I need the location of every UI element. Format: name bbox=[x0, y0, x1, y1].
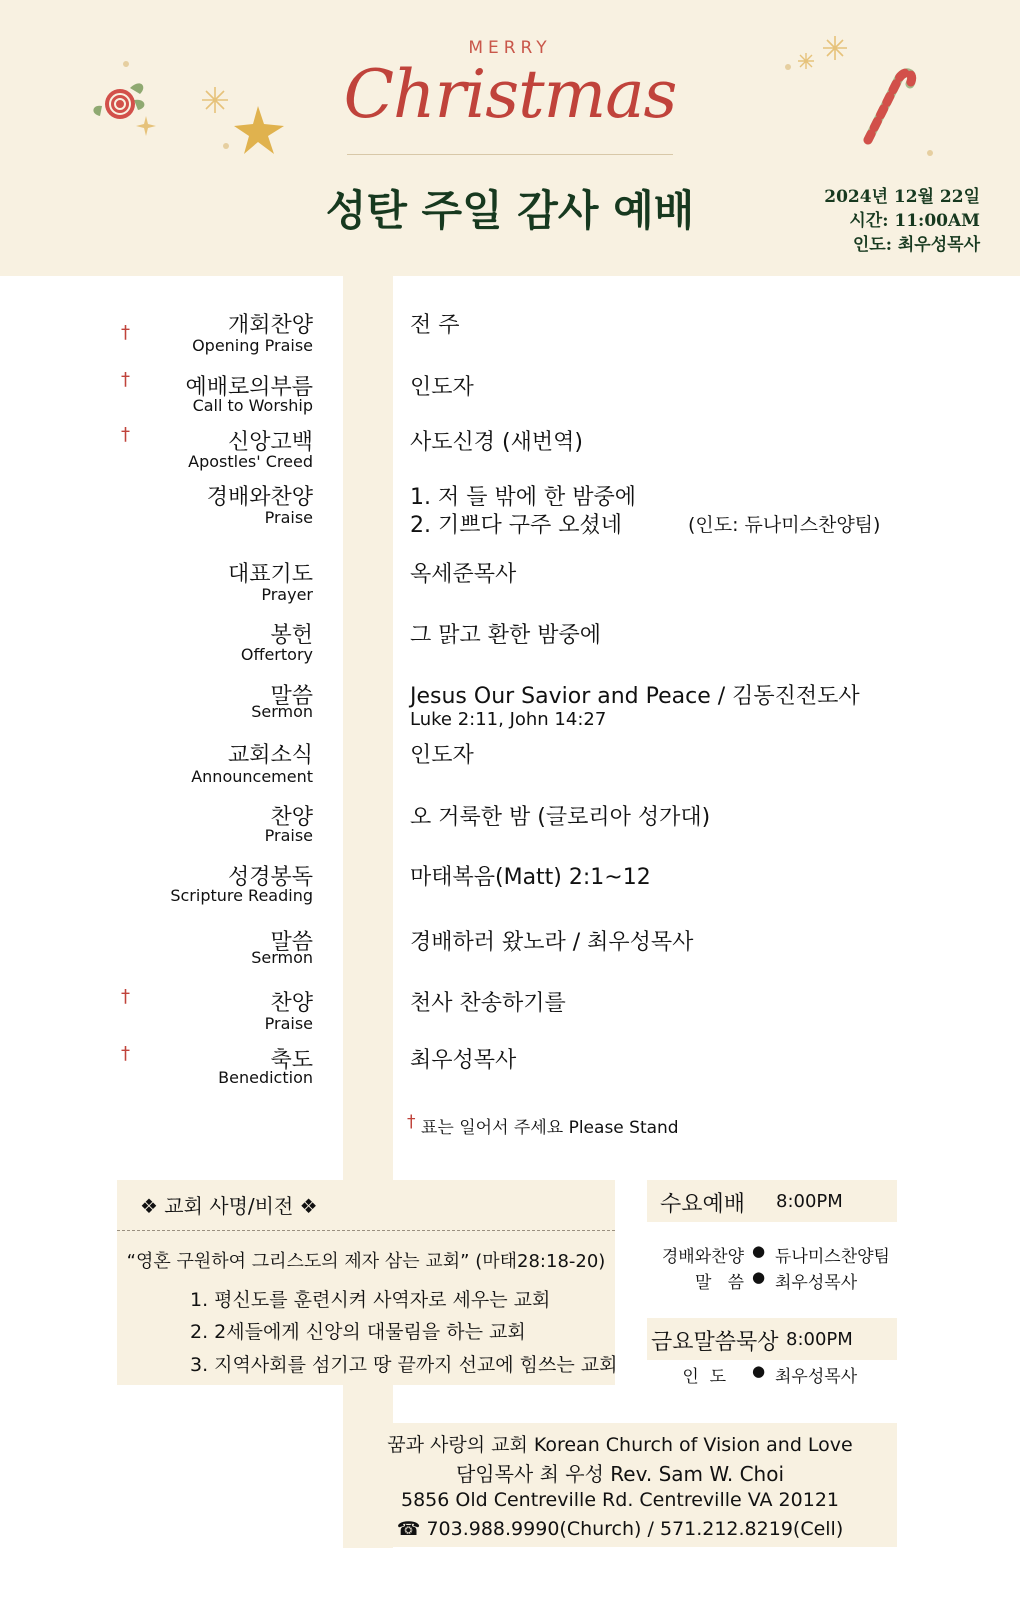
order-item-eng: Praise bbox=[264, 826, 313, 845]
merry-text: MERRY bbox=[468, 38, 552, 58]
order-item-kor: 봉헌 bbox=[270, 623, 313, 648]
stand-cross-icon: † bbox=[121, 986, 130, 1007]
dot-decoration bbox=[223, 143, 229, 149]
order-item-content: 1. 저 들 밖에 한 밤중에 bbox=[410, 485, 636, 510]
order-item-content-2: Luke 2:11, John 14:27 bbox=[410, 709, 607, 730]
order-item-content: 최우성목사 bbox=[410, 1048, 517, 1073]
order-item-eng: Apostles' Creed bbox=[188, 452, 313, 471]
service-leader: 인도: 최우성목사 bbox=[852, 235, 980, 255]
order-item-content: 인도자 bbox=[410, 375, 474, 400]
order-item-content: 전 주 bbox=[410, 313, 460, 338]
stand-cross-icon: † bbox=[121, 1043, 130, 1064]
order-item-eng: Benediction bbox=[218, 1068, 313, 1087]
order-item-eng: Sermon bbox=[251, 948, 313, 967]
bullet-icon: ● bbox=[752, 1362, 766, 1380]
order-item-content: 인도자 bbox=[410, 743, 474, 768]
church-phone: ☎ 703.988.9990(Church) / 571.212.8219(Cell) bbox=[396, 1518, 844, 1540]
order-item-content: 천사 찬송하기를 bbox=[410, 991, 566, 1016]
page-title: 성탄 주일 감사 예배 bbox=[325, 186, 695, 235]
wednesday-title: 수요예배 bbox=[660, 1192, 746, 1217]
order-item-eng: Opening Praise bbox=[192, 336, 313, 355]
stand-cross-icon: † bbox=[121, 369, 130, 390]
friday-label: 인 도 bbox=[682, 1367, 726, 1387]
vision-item: 1. 평신도를 훈련시켜 사역자로 세우는 교회 bbox=[190, 1289, 551, 1311]
order-item-kor: 찬양 bbox=[270, 805, 313, 830]
stand-cross-icon: † bbox=[407, 1112, 416, 1132]
order-item-kor: 교회소식 bbox=[227, 743, 313, 768]
dot-decoration bbox=[927, 150, 933, 156]
vision-item: 2. 2세들에게 신앙의 대물림을 하는 교회 bbox=[190, 1321, 526, 1343]
friday-time: 8:00PM bbox=[786, 1329, 853, 1350]
church-name: 꿈과 사랑의 교회 Korean Church of Vision and Love bbox=[387, 1434, 853, 1456]
vision-title: ❖ 교회 사명/비전 ❖ bbox=[140, 1194, 318, 1218]
stand-cross-icon: † bbox=[121, 322, 130, 343]
order-item-content: 마태복음(Matt) 2:1~12 bbox=[410, 865, 651, 890]
order-item-content: 옥세준목사 bbox=[410, 562, 517, 587]
order-item-kor: 성경봉독 bbox=[227, 865, 313, 890]
wednesday-time: 8:00PM bbox=[776, 1191, 843, 1212]
friday-value: 최우성목사 bbox=[775, 1367, 858, 1387]
order-item-kor: 말씀 bbox=[270, 684, 313, 709]
wednesday-value: 듀나미스찬양팀 bbox=[775, 1247, 890, 1267]
order-item-eng: Prayer bbox=[261, 585, 313, 604]
vision-quote: “영혼 구원하여 그리스도의 제자 삼는 교회” (마태28:18-20) bbox=[126, 1251, 606, 1272]
friday-title: 금요말씀묵상 bbox=[651, 1330, 779, 1355]
bullet-icon: ● bbox=[752, 1268, 766, 1286]
stand-note: 표는 일어서 주세요 Please Stand bbox=[421, 1118, 679, 1138]
order-item-content: 그 맑고 환한 밤중에 bbox=[410, 623, 601, 648]
order-item-content: 경배하러 왔노라 / 최우성목사 bbox=[410, 930, 694, 955]
church-address: 5856 Old Centreville Rd. Centreville VA 20121 bbox=[400, 1489, 839, 1511]
service-date: 2024년 12월 22일 bbox=[824, 187, 980, 207]
stand-cross-icon: † bbox=[121, 424, 130, 445]
order-item-eng: Praise bbox=[264, 1014, 313, 1033]
order-item-kor: 대표기도 bbox=[227, 562, 313, 587]
order-item-eng: Offertory bbox=[240, 645, 313, 664]
wednesday-label: 말 씀 bbox=[694, 1273, 744, 1293]
order-item-content-2: 2. 기쁘다 구주 오셨네 bbox=[410, 513, 622, 538]
order-item-content: 사도신경 (새번역) bbox=[410, 430, 583, 455]
order-item-kor: 축도 bbox=[270, 1048, 313, 1073]
order-item-eng: Scripture Reading bbox=[170, 886, 313, 905]
order-item-content: Jesus Our Savior and Peace / 김동진전도사 bbox=[410, 684, 860, 709]
order-item-extra: (인도: 듀나미스찬양팀) bbox=[688, 514, 881, 536]
vision-item: 3. 지역사회를 섬기고 땅 끝까지 선교에 힘쓰는 교회 bbox=[190, 1354, 618, 1376]
order-item-eng: Praise bbox=[264, 508, 313, 527]
vision-divider bbox=[117, 1230, 615, 1231]
order-item-eng: Announcement bbox=[191, 767, 313, 786]
order-item-content: 오 거룩한 밤 (글로리아 성가대) bbox=[410, 805, 711, 830]
order-item-eng: Call to Worship bbox=[192, 396, 313, 415]
order-item-kor: 찬양 bbox=[270, 991, 313, 1016]
wednesday-value: 최우성목사 bbox=[775, 1273, 858, 1293]
order-item-kor: 신앙고백 bbox=[227, 430, 313, 455]
wednesday-label: 경배와찬양 bbox=[661, 1247, 744, 1267]
christmas-script: Christmas bbox=[343, 56, 677, 133]
order-item-eng: Sermon bbox=[251, 702, 313, 721]
order-item-kor: 경배와찬양 bbox=[206, 485, 313, 510]
order-item-kor: 예배로의부름 bbox=[185, 375, 313, 400]
bullet-icon: ● bbox=[752, 1242, 766, 1260]
service-time: 시간: 11:00AM bbox=[849, 211, 980, 231]
order-item-kor: 말씀 bbox=[270, 930, 313, 955]
order-item-kor: 개회찬양 bbox=[227, 313, 313, 338]
header-divider bbox=[347, 154, 673, 155]
pastor-name: 담임목사 최 우성 Rev. Sam W. Choi bbox=[455, 1462, 785, 1486]
